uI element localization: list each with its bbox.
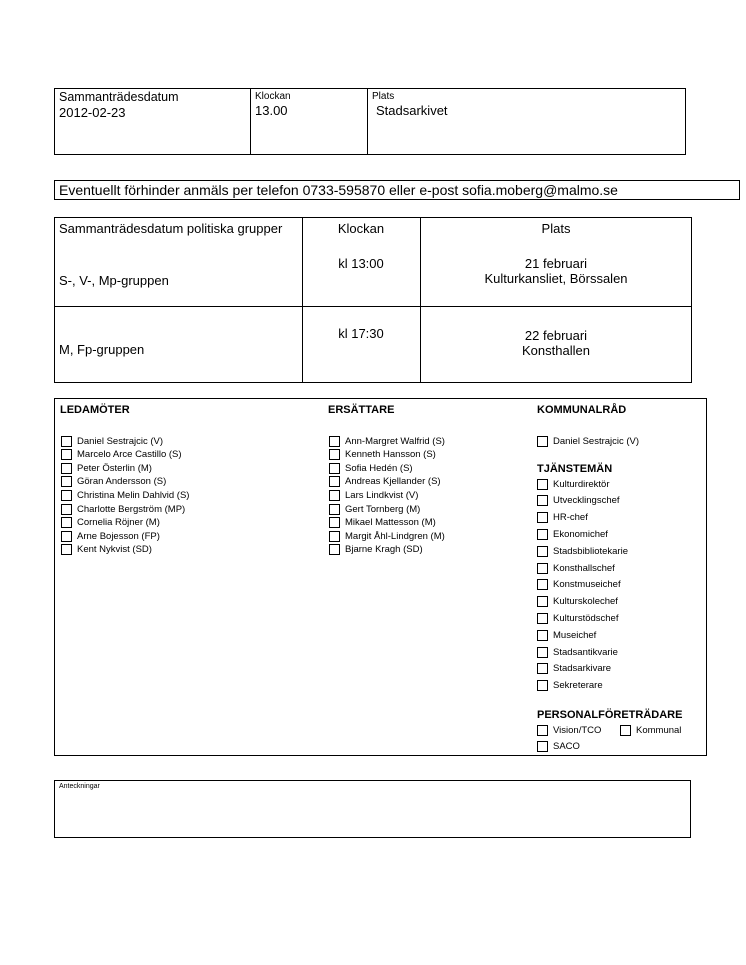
meeting-time-label: Klockan (255, 91, 291, 102)
meeting-place-label: Plats (372, 91, 395, 102)
checkbox-item[interactable] (61, 475, 166, 489)
checkbox[interactable] (620, 725, 631, 736)
notes-label: Anteckningar (59, 783, 100, 790)
checkbox-label: Andreas Kjellander (S) (345, 476, 441, 488)
checkbox-label: SACO (553, 740, 580, 752)
checkbox[interactable] (537, 613, 548, 624)
checkbox-label: Lars Lindkvist (V) (345, 489, 419, 501)
checkbox-label: Margit Åhl-Lindgren (M) (345, 530, 445, 542)
checkbox[interactable] (61, 490, 72, 501)
checkbox-label: Charlotte Bergström (MP) (77, 503, 186, 515)
checkbox-label: Stadsarkivare (553, 663, 612, 675)
divider (367, 88, 368, 155)
checkbox[interactable] (61, 449, 72, 460)
divider (302, 217, 303, 383)
checkbox[interactable] (329, 504, 340, 515)
checkbox-item[interactable] (537, 739, 580, 753)
divider (250, 88, 251, 155)
staff-rep-heading: PERSONALFÖRETRÄDARE (537, 709, 683, 721)
checkbox-item[interactable] (537, 679, 603, 693)
checkbox-item[interactable] (537, 561, 615, 575)
checkbox[interactable] (329, 490, 340, 501)
checkbox[interactable] (61, 504, 72, 515)
checkbox[interactable] (61, 476, 72, 487)
groups-date-header: Sammanträdesdatum politiska grupper (59, 221, 283, 236)
checkbox-item[interactable] (61, 529, 160, 543)
checkbox-label: Stadsbibliotekarie (553, 545, 628, 557)
checkbox-item[interactable] (537, 527, 608, 541)
checkbox-item[interactable] (61, 434, 163, 448)
checkbox[interactable] (537, 512, 548, 523)
checkbox-label: Stadsantikvarie (553, 646, 618, 658)
checkbox[interactable] (61, 436, 72, 447)
checkbox-item[interactable] (329, 529, 445, 543)
group-name: S-, V-, Mp-gruppen (59, 273, 169, 288)
checkbox[interactable] (537, 647, 548, 658)
checkbox[interactable] (537, 680, 548, 691)
checkbox[interactable] (537, 596, 548, 607)
checkbox-item[interactable] (537, 723, 601, 737)
groups-place-header: Plats (541, 221, 571, 236)
groups-time-header: Klockan (337, 221, 385, 236)
group-date: 22 februari (524, 328, 588, 343)
checkbox-item[interactable] (329, 488, 418, 502)
councillor-heading: KOMMUNALRÅD (537, 404, 627, 416)
divider (54, 306, 692, 307)
checkbox-item[interactable] (537, 544, 628, 558)
checkbox-item[interactable] (61, 488, 189, 502)
checkbox-label: Peter Österlin (M) (77, 462, 152, 474)
checkbox[interactable] (537, 725, 548, 736)
checkbox-label: Konstmuseichef (553, 579, 621, 591)
group-place: Konsthallen (522, 343, 590, 358)
checkbox-label: Gert Tornberg (M) (345, 503, 421, 515)
group-place: Kulturkansliet, Börssalen (484, 271, 628, 286)
divider (420, 217, 421, 383)
checkbox-item[interactable] (537, 578, 621, 592)
officials-heading: TJÄNSTEMÄN (537, 463, 613, 475)
checkbox[interactable] (329, 436, 340, 447)
checkbox[interactable] (61, 463, 72, 474)
checkbox-label: Kommunal (636, 724, 682, 736)
checkbox-item[interactable] (537, 628, 596, 642)
checkbox-item[interactable] (329, 448, 436, 462)
checkbox-item[interactable] (537, 477, 610, 491)
checkbox-item[interactable] (620, 723, 681, 737)
checkbox[interactable] (537, 579, 548, 590)
checkbox-label: Göran Andersson (S) (77, 476, 167, 488)
checkbox[interactable] (537, 663, 548, 674)
checkbox-item[interactable] (61, 461, 152, 475)
checkbox-item[interactable] (537, 494, 620, 508)
checkbox-item[interactable] (61, 448, 182, 462)
checkbox-item[interactable] (537, 434, 639, 448)
checkbox[interactable] (537, 479, 548, 490)
checkbox-label: Christina Melin Dahlvid (S) (77, 489, 190, 501)
checkbox[interactable] (537, 630, 548, 641)
checkbox[interactable] (329, 463, 340, 474)
checkbox-label: HR-chef (553, 512, 588, 524)
checkbox-item[interactable] (61, 502, 185, 516)
meeting-time-value: 13.00 (255, 103, 288, 118)
checkbox[interactable] (537, 436, 548, 447)
checkbox[interactable] (537, 563, 548, 574)
checkbox-label: Sekreterare (553, 680, 603, 692)
checkbox[interactable] (329, 544, 340, 555)
checkbox-item[interactable] (537, 595, 618, 609)
meeting-place-value: Stadsarkivet (376, 103, 448, 118)
checkbox-item[interactable] (329, 475, 441, 489)
checkbox-label: Konsthallschef (553, 562, 615, 574)
members-heading: LEDAMÖTER (60, 404, 130, 416)
checkbox-label: Kulturdirektör (553, 478, 610, 490)
checkbox-label: Marcelo Arce Castillo (S) (77, 449, 182, 461)
meeting-date-label: Sammanträdesdatum (59, 90, 179, 104)
checkbox-label: Kulturstödschef (553, 612, 619, 624)
checkbox[interactable] (537, 495, 548, 506)
checkbox-label: Museichef (553, 629, 597, 641)
checkbox-label: Cornelia Röjner (M) (77, 517, 160, 529)
checkbox-label: Bjarne Kragh (SD) (345, 544, 423, 556)
notes-box[interactable] (54, 780, 691, 838)
checkbox-label: Arne Bojesson (FP) (77, 530, 160, 542)
notice-text: Eventuellt förhinder anmäls per telefon 0733-595870 eller e-post sofia.moberg@malmo.se (59, 182, 618, 198)
checkbox-label: Daniel Sestrajcic (V) (77, 435, 164, 447)
checkbox-item[interactable] (537, 611, 618, 625)
checkbox[interactable] (61, 544, 72, 555)
group-date: 21 februari (524, 256, 588, 271)
checkbox[interactable] (61, 531, 72, 542)
checkbox-item[interactable] (61, 543, 152, 557)
checkbox[interactable] (329, 476, 340, 487)
checkbox-label: Mikael Mattesson (M) (345, 517, 436, 529)
checkbox[interactable] (61, 517, 72, 528)
checkbox[interactable] (537, 529, 548, 540)
substitutes-heading: ERSÄTTARE (328, 404, 395, 416)
checkbox-label: Vision/TCO (553, 724, 602, 736)
checkbox-label: Kulturskolechef (553, 596, 618, 608)
checkbox[interactable] (329, 531, 340, 542)
groups-table (54, 217, 692, 383)
checkbox-label: Kent Nykvist (SD) (77, 544, 152, 556)
checkbox-label: Utvecklingschef (553, 495, 620, 507)
checkbox-label: Daniel Sestrajcic (V) (553, 435, 640, 447)
checkbox-item[interactable] (537, 662, 611, 676)
checkbox-item[interactable] (537, 645, 618, 659)
checkbox-item[interactable] (537, 511, 588, 525)
checkbox-item[interactable] (61, 516, 160, 530)
group-name: M, Fp-gruppen (59, 342, 145, 357)
checkbox[interactable] (537, 741, 548, 752)
checkbox-label: Kenneth Hansson (S) (345, 449, 436, 461)
checkbox[interactable] (329, 449, 340, 460)
checkbox-item[interactable] (329, 434, 445, 448)
checkbox-label: Ann-Margret Walfrid (S) (345, 435, 445, 447)
checkbox[interactable] (329, 517, 340, 528)
checkbox-item[interactable] (329, 516, 436, 530)
group-time: kl 17:30 (338, 326, 384, 341)
checkbox-item[interactable] (329, 461, 413, 475)
checkbox-label: Sofia Hedén (S) (345, 462, 413, 474)
checkbox-item[interactable] (329, 543, 423, 557)
checkbox[interactable] (537, 546, 548, 557)
meeting-date-value: 2012-02-23 (59, 105, 126, 120)
group-time: kl 13:00 (338, 256, 384, 271)
checkbox-item[interactable] (329, 502, 420, 516)
checkbox-label: Ekonomichef (553, 528, 608, 540)
